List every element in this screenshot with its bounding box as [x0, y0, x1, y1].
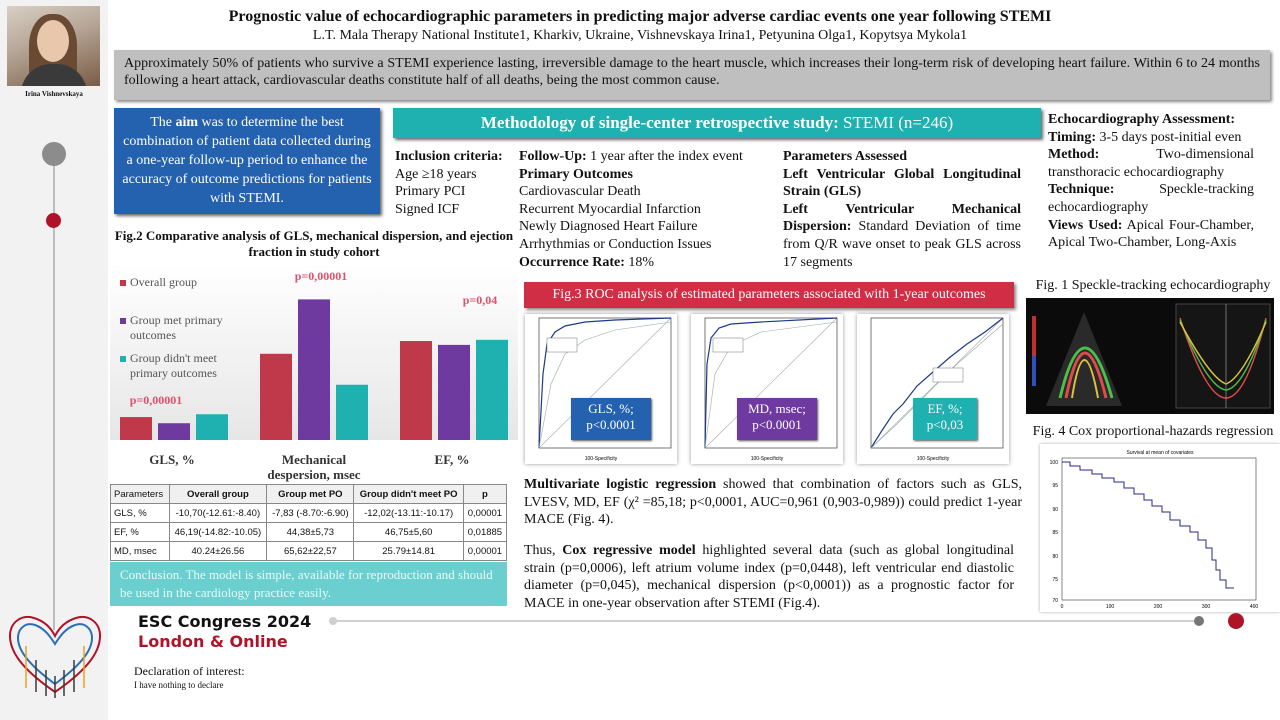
params-header-cell: Overall group [169, 485, 267, 504]
bar-2-0 [400, 341, 432, 440]
congress-location: London & Online [138, 632, 288, 651]
survival-curve [1040, 444, 1280, 612]
inclusion-criteria: Inclusion criteria: Age ≥18 years Primary PCI Signed ICF [395, 149, 503, 217]
svg-text:400: 400 [1249, 604, 1259, 610]
legend-swatch [120, 318, 126, 324]
table-cell: 0,00001 [463, 504, 506, 523]
roc-label-ef: EF, %; p<0,03 [913, 398, 977, 440]
roc-panel-gls [525, 314, 677, 464]
roc-curve-ef [857, 314, 1009, 464]
table-cell: 25.79±14.81 [354, 542, 463, 561]
table-cell: -12,02(-13.11:-10.17) [354, 504, 463, 523]
legend-label: Group met primary outcomes [130, 313, 223, 342]
presenter-name: Irina Vishnevskaya [25, 90, 83, 98]
speckle-tracking-image [1026, 298, 1274, 414]
followup-outcomes: Follow-Up: 1 year after the index event Primary Outcomes Cardiovascular Death Recurrent Myocardial Infarction Newly Diagnosed Heart Failure Arrhythmias or Conduction Issues Occurrence Rate: 18% [519, 149, 743, 270]
svg-text:300: 300 [1201, 604, 1211, 610]
timeline-dot-grey [42, 142, 66, 166]
multivariate-text: Multivariate logistic regression showed that combination of factors such as GLS, LVESV, MD, EF (χ² =85,18; p<0,0001, AUC=0,961 (0,903-0,989)) could predict 1-year MACE (Fig. 4). [524, 477, 1023, 528]
bar-2-1 [438, 345, 470, 440]
cox-text: Thus, Cox regressive model highlighted several data (such as global longitudinal strain (p=0,0006), left atrium volume index (p=0,0448), left ventricular end diastolic diameter (p=0,045), mechanical dispersion (p<0,0001)) as a prognostic factor for MACE in one-year observation after STEMI (Fig.4). [524, 543, 1015, 611]
table-cell: 0,01885 [463, 523, 506, 542]
roc-label-gls: GLS, %; p<0.0001 [571, 398, 651, 440]
bar-1-1 [298, 299, 330, 440]
params-header-cell: Group didn't meet PO [354, 485, 463, 504]
table-row [111, 523, 507, 542]
category-label: Mechanical despersion, msec [267, 452, 361, 482]
bar-0-2 [196, 414, 228, 440]
params-header-cell: Parameters [111, 485, 170, 504]
table-cell: 46,19(-14.82:-10.05) [169, 523, 267, 542]
roc-curve-gls [525, 314, 677, 464]
timeline-dot-red [46, 213, 61, 228]
table-cell: MD, msec [111, 542, 170, 561]
svg-text:75: 75 [1052, 577, 1058, 583]
svg-text:85: 85 [1052, 530, 1058, 536]
conclusion-box: Conclusion. The model is simple, available for reproduction and should be used in the cardiology practice easily. [110, 562, 507, 606]
svg-text:80: 80 [1052, 554, 1058, 560]
table-cell: 46,75±5,60 [354, 523, 463, 542]
roc-label-md: MD, msec; p<0.0001 [737, 398, 817, 440]
poster-authors: L.T. Mala Therapy National Institute1, Kharkiv, Ukraine, Vishnevskaya Irina1, Petyunina Olga1, Kopytsya Mykola1 [312, 28, 968, 43]
svg-text:0: 0 [1060, 604, 1064, 610]
svg-text:100: 100 [1049, 460, 1058, 466]
table-row [111, 504, 507, 523]
legend-label: Overall group [130, 275, 197, 289]
parameters-assessed: Parameters Assessed Left Ventricular Global Longitudinal Strain (GLS) Left Ventricular Mechanical Dispersion: Standard Deviation of time from Q/R wave onset to peak GLS across 17 segments [783, 149, 1021, 270]
svg-text:90: 90 [1052, 507, 1058, 513]
p-value-annotation: p=0,04 [462, 293, 498, 307]
footer-dot-1 [329, 617, 337, 625]
footer-divider [330, 620, 1198, 622]
bar-1-2 [336, 385, 368, 440]
bar-0-0 [120, 417, 152, 440]
declaration-title: Declaration of interest: [134, 664, 245, 678]
svg-text:95: 95 [1052, 483, 1058, 489]
table-row [111, 542, 507, 561]
table-cell: GLS, % [111, 504, 170, 523]
params-header-cell: p [463, 485, 506, 504]
echo-assessment: Echocardiography Assessment: Timing: 3-5 days post-initial even Method: Two-dimensional transthoracic echocardiography Technique: Speckle-tracking echocardiography Views Used: Apical Four-Chamber, Apical Two-Chamber, Long-Axis [1048, 112, 1254, 251]
params-table [110, 484, 507, 561]
params-header-cell: Group met PO [267, 485, 354, 504]
table-cell: -10,70(-12.61:-8.40) [169, 504, 267, 523]
svg-text:100-Specificity: 100-Specificity [750, 456, 784, 462]
table-cell: -7,83 (-8.70:-6.90) [267, 504, 354, 523]
poster-title: Prognostic value of echocardiographic parameters in predicting major adverse cardiac events one year following STEMI [228, 8, 1052, 25]
bar-0-1 [158, 423, 190, 440]
roc-curve-md [691, 314, 843, 464]
p-value-annotation: p=0,00001 [129, 393, 183, 407]
table-cell: EF, % [111, 523, 170, 542]
svg-text:100-Specificity: 100-Specificity [584, 456, 618, 462]
aim-box: The aim was to determine the best combination of patient data collected during a one-year follow-up period to enhance the accuracy of outcome predictions for patients with STEMI. [114, 108, 380, 214]
presenter-photo [7, 6, 100, 86]
legend-swatch [120, 356, 126, 362]
fig4-title: Fig. 4 Cox proportional-hazards regression [1032, 424, 1274, 439]
bar-2-2 [476, 340, 508, 440]
table-cell: 44,38±5,73 [267, 523, 354, 542]
methodology-header: Methodology of single-center retrospective study: STEMI (n=246) [393, 108, 1041, 138]
svg-text:200: 200 [1153, 604, 1163, 610]
table-cell: 0,00001 [463, 542, 506, 561]
fig2-title: Fig.2 Comparative analysis of GLS, mechanical dispersion, and ejection fraction in study cohort [114, 228, 514, 259]
fig2-bar-chart [110, 264, 518, 484]
legend-swatch [120, 280, 126, 286]
svg-text:70: 70 [1052, 598, 1058, 604]
svg-text:100-Specificity: 100-Specificity [916, 456, 950, 462]
intro-box: Approximately 50% of patients who survive a STEMI experience lasting, irreversible damage to the heart muscle, which increases their long-term risk of developing heart failure. Within 6 to 24 months following a heart attack, cardiovascular deaths constitute half of all deaths, being the most common cause. [114, 50, 1270, 100]
category-label: GLS, % [149, 452, 195, 467]
svg-text:Survival at mean of covariates: Survival at mean of covariates [1126, 450, 1194, 456]
cox-survival-chart [1040, 444, 1280, 612]
fig3-header: Fig.3 ROC analysis of estimated parameters associated with 1-year outcomes [524, 282, 1014, 308]
declaration-text: I have nothing to declare [134, 680, 224, 690]
p-value-annotation: p=0,00001 [294, 269, 348, 283]
table-cell: 40.24±26.56 [169, 542, 267, 561]
svg-text:100: 100 [1105, 604, 1115, 610]
esc-heart-logo-icon [6, 612, 104, 698]
footer-dot-3 [1228, 613, 1244, 629]
legend-label: Group didn't meet primary outcomes [130, 351, 217, 380]
roc-panel-md [691, 314, 843, 464]
roc-panel-ef [857, 314, 1009, 464]
footer-dot-2 [1194, 616, 1204, 626]
congress-name: ESC Congress 2024 [138, 612, 312, 631]
fig1-title: Fig. 1 Speckle-tracking echocardiography [1035, 278, 1271, 293]
table-cell: 65,62±22,57 [267, 542, 354, 561]
bar-1-0 [260, 354, 292, 440]
category-label: EF, % [434, 452, 470, 467]
